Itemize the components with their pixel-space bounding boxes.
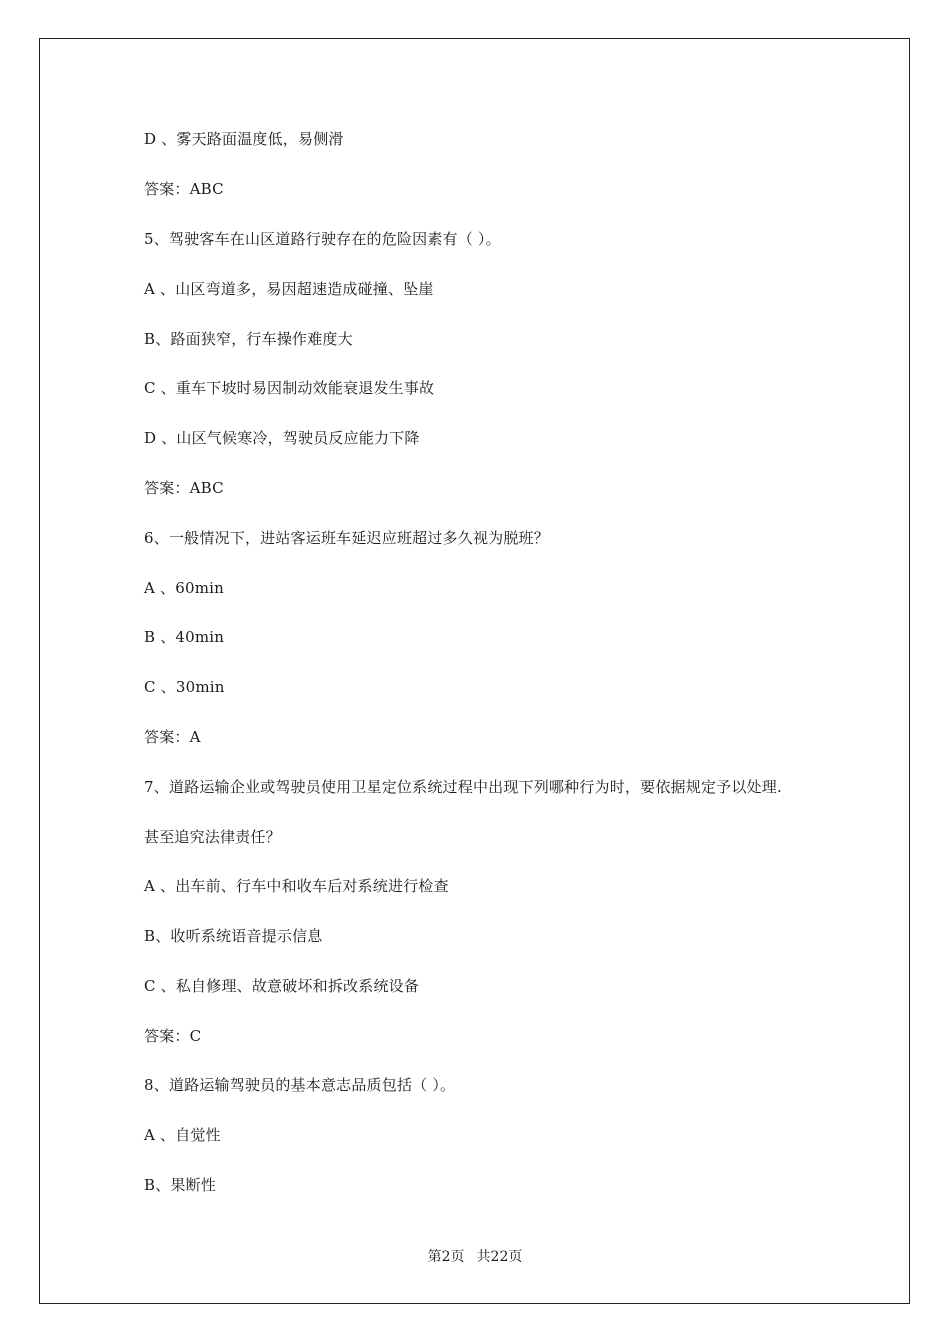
question-line: 8、道路运输驾驶员的基本意志品质包括（ ）。 <box>144 1076 456 1094</box>
option-line: B、收听系统语音提示信息 <box>144 927 323 945</box>
option-line: A 、山区弯道多，易因超速造成碰撞、坠崖 <box>144 280 434 298</box>
page-footer <box>0 1248 950 1266</box>
page-border <box>39 38 910 1304</box>
page-number: 第2页 <box>427 1249 465 1265</box>
question-line: 5、驾驶客车在山区道路行驶存在的危险因素有（ ）。 <box>144 230 501 248</box>
option-line: D 、山区气候寒冷，驾驶员反应能力下降 <box>144 429 420 447</box>
answer-line: 答案：ABC <box>144 479 224 497</box>
page-total: 共22页 <box>476 1249 523 1265</box>
answer-line: 答案：ABC <box>144 180 224 198</box>
option-line: A 、出车前、行车中和收车后对系统进行检查 <box>144 877 449 895</box>
option-line: B、果断性 <box>144 1176 217 1194</box>
answer-line: 答案：A <box>144 728 201 746</box>
option-line: C 、私自修理、故意破坏和拆改系统设备 <box>144 977 420 995</box>
option-line: D 、雾天路面温度低，易侧滑 <box>144 130 344 148</box>
option-line: C 、30min <box>144 678 225 696</box>
option-line: B 、40min <box>144 628 225 646</box>
question-line-continued: 甚至追究法律责任？ <box>144 828 281 846</box>
answer-line: 答案：C <box>144 1027 202 1045</box>
option-line: C 、重车下坡时易因制动效能衰退发生事故 <box>144 379 435 397</box>
question-line: 6、一般情况下，进站客运班车延迟应班超过多久视为脱班？ <box>144 529 549 547</box>
option-line: B、路面狭窄，行车操作难度大 <box>144 330 353 348</box>
option-line: A 、自觉性 <box>144 1126 221 1144</box>
option-line: A 、60min <box>144 579 224 597</box>
question-line: 7、道路运输企业或驾驶员使用卫星定位系统过程中出现下列哪种行为时，要依据规定予以处理. <box>144 778 782 796</box>
